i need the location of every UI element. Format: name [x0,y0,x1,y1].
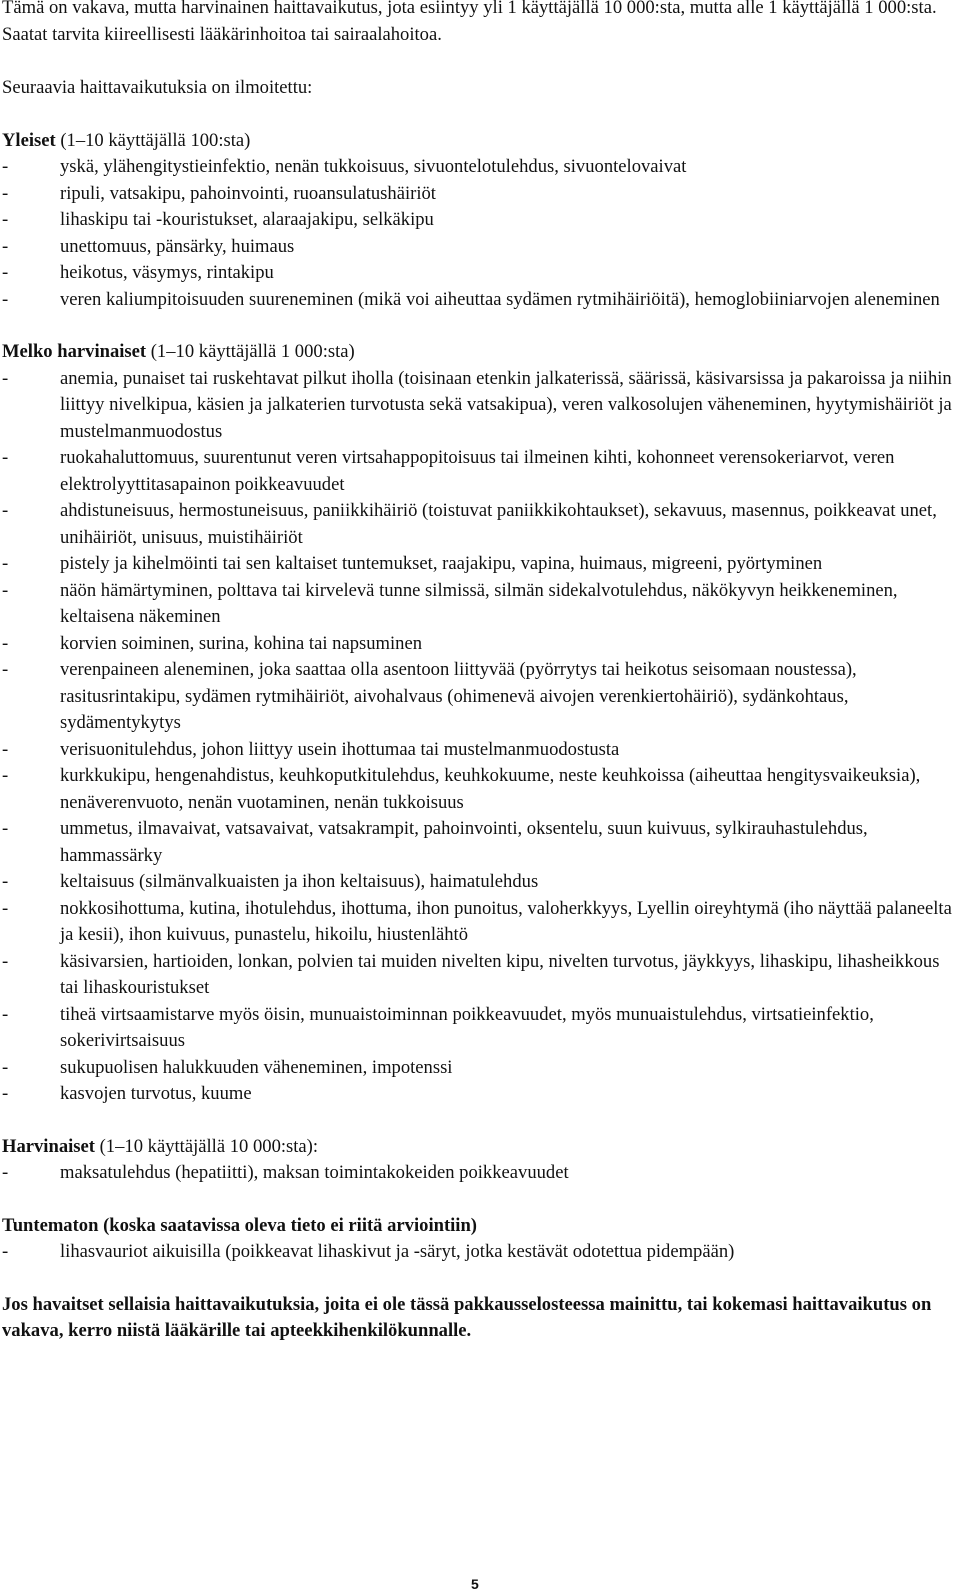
side-effect-text: lihasvauriot aikuisilla (poikkeavat lihaskivut ja -säryt, jotka kestävät odotettua pidempään) [60,1241,735,1262]
side-effect-text: kurkkukipu, hengenahdistus, keuhkoputkitulehdus, keuhkokuume, neste keuhkoissa (aiheuttaa hengitysvaikeuksia), nenäverenvuoto, nenän vuotaminen, nenän tukkoisuus [60,765,921,813]
side-effect-item [2,869,960,896]
list-dash: - [2,288,9,310]
side-effect-item [2,631,960,658]
side-effect-item [2,234,960,261]
side-effect-text: kasvojen turvotus, kuume [60,1083,252,1104]
list-dash: - [2,1162,9,1183]
section-heading-frequency: (1–10 käyttäjällä 100:sta) [55,129,251,151]
section-heading-bold: Yleiset [2,129,56,151]
section-heading-frequency: (1–10 käyttäjällä 10 000:sta): [94,1135,319,1157]
list-dash: - [2,262,9,283]
side-effect-text: sukupuolisen halukkuuden väheneminen, impotenssi [60,1056,453,1078]
side-effect-item [2,657,960,737]
side-effect-item [2,498,960,551]
section-heading-bold: Melko harvinaiset [2,341,147,362]
section-heading [2,1213,960,1240]
side-effect-text: keltaisuus (silmänvalkuaisten ja ihon keltaisuus), haimatulehdus [60,871,539,892]
list-dash: - [2,818,9,839]
side-effect-text: ripuli, vatsakipu, pahoinvointi, ruoansulatushäiriöt [60,182,436,204]
side-effect-text: lihaskipu tai -kouristukset, alaraajakipu, selkäkipu [60,209,434,230]
list-dash: - [2,871,9,892]
side-effect-text: ummetus, ilmavaivat, vatsavaivat, vatsakrampit, pahoinvointi, oksentelu, suun kuivuus, sylkirauhastulehdus, hammassärky [60,818,868,866]
side-effect-item [2,578,960,631]
side-effect-item [2,816,960,869]
list-dash: - [2,447,9,468]
side-effect-text: heikotus, väsymys, rintakipu [60,262,274,283]
frequency-section [2,1213,960,1266]
section-heading [2,1134,960,1161]
list-dash: - [2,500,9,521]
frequency-section [2,1134,960,1187]
section-heading-bold: Tuntematon (koska saatavissa oleva tieto ei riitä arviointiin) [2,1214,478,1236]
side-effect-text: näön hämärtyminen, polttava tai kirvelevä tunne silmissä, silmän sidekalvotulehdus, näkökyvyn heikkeneminen, keltaisena näkeminen [60,579,898,627]
side-effect-text: maksatulehdus (hepatiitti), maksan toimintakokeiden poikkeavuudet [60,1162,569,1183]
side-effect-item [2,154,960,181]
side-effect-text: tiheä virtsaamistarve myös öisin, munuaistoiminnan poikkeavuudet, myös munuaistulehdus, virtsatieinfektio, sokerivirtsaisuus [60,1003,874,1051]
side-effect-item [2,1160,960,1187]
list-dash: - [2,738,9,760]
side-effect-list [2,1160,960,1187]
side-effect-text: veren kaliumpitoisuuden suureneminen (mikä voi aiheuttaa sydämen rytmihäiriöitä), hemoglobiiniarvojen aleneminen [60,288,940,310]
list-dash: - [2,156,9,177]
section-heading [2,339,960,366]
section-heading [2,128,960,155]
side-effect-item [2,949,960,1002]
side-effect-item [2,260,960,287]
list-dash: - [2,553,9,574]
frequency-sections [2,128,960,1266]
side-effect-item [2,896,960,949]
section-heading-bold: Harvinaiset [2,1135,95,1157]
section-heading-frequency: (1–10 käyttäjällä 1 000:sta) [146,341,355,362]
side-effect-list [2,1239,960,1266]
side-effect-item [2,1239,960,1266]
list-dash: - [2,182,9,204]
list-dash: - [2,1241,9,1262]
side-effect-item [2,1081,960,1108]
side-effect-text: korvien soiminen, surina, kohina tai napsuminen [60,632,422,654]
side-effect-text: pistely ja kihelmöinti tai sen kaltaiset tuntemukset, raajakipu, vapina, huimaus, migreeni, pyörtyminen [60,553,823,574]
side-effect-item [2,737,960,764]
list-dash: - [2,659,9,680]
list-dash: - [2,367,9,389]
side-effect-item [2,366,960,446]
frequency-section [2,128,960,314]
side-effect-item [2,763,960,816]
closing-notice: Jos havaitset sellaisia haittavaikutuksia, joita ei ole tässä pakkausselosteessa mainittu, tai kokemasi haittavaikutus on vakava, kerro niistä lääkärille tai apteekkihenkilökunnalle. [2,1293,932,1341]
side-effect-item [2,181,960,208]
side-effect-list [2,154,960,313]
list-dash: - [2,209,9,230]
list-dash: - [2,235,9,257]
side-effect-text: verisuonitulehdus, johon liittyy usein ihottumaa tai mustelmanmuodostusta [60,738,620,760]
side-effect-list [2,366,960,1108]
intro-paragraph: Tämä on vakava, mutta harvinainen haittavaikutus, jota esiintyy yli 1 käyttäjällä 10 000:sta, mutta alle 1 käyttäjällä 1 000:sta. Saatat tarvita kiireellisesti lääkärinhoitoa tai sairaalahoitoa. [2,0,937,45]
side-effect-text: nokkosihottuma, kutina, ihotulehdus, ihottuma, ihon punoitus, valoherkkyys, Lyellin oireyhtymä (iho näyttää palaneelta ja kesii), ihon kuivuus, punastelu, hikoilu, hiustenlähtö [60,897,952,945]
side-effect-text: ahdistuneisuus, hermostuneisuus, paniikkihäiriö (toistuvat paniikkikohtaukset), sekavuus, masennus, poikkeavat unet, unihäiriöt, unisuus, muistihäiriöt [60,500,937,548]
list-dash: - [2,950,9,972]
list-dash: - [2,1003,9,1025]
side-effects-lead: Seuraavia haittavaikutuksia on ilmoitettu: [2,77,313,98]
list-dash: - [2,579,9,601]
list-dash: - [2,1083,9,1104]
side-effect-text: unettomuus, pänsärky, huimaus [60,235,295,257]
list-dash: - [2,632,9,654]
side-effect-item [2,1002,960,1055]
side-effect-text: yskä, ylähengitystieinfektio, nenän tukkoisuus, sivuontelotulehdus, sivuontelovaivat [60,156,687,177]
side-effect-item [2,445,960,498]
side-effect-text: käsivarsien, hartioiden, lonkan, polvien tai muiden nivelten kipu, nivelten turvotus, jäykkyys, lihaskipu, lihasheikkous tai lihaskouristukset [60,950,940,998]
list-dash: - [2,897,9,919]
side-effect-text: ruokahaluttomuus, suurentunut veren virtsahappopitoisuus tai ilmeinen kihti, kohonneet verensokeriarvot, veren elektrolyyttitasapainon poikkeavuudet [60,447,895,495]
page-number: 5 [471,1576,479,1592]
side-effect-item [2,207,960,234]
list-dash: - [2,1056,9,1078]
list-dash: - [2,765,9,786]
side-effect-text: verenpaineen aleneminen, joka saattaa olla asentoon liittyvää (pyörrytys tai heikotus seisomaan noustessa), rasitusrintakipu, sydämen rytmihäiriöt, aivohalvaus (ohimenevä aivojen verenkiertohäiriö), sydänkohtaus, sydämentykytys [60,659,857,733]
side-effect-text: anemia, punaiset tai ruskehtavat pilkut iholla (toisinaan etenkin jalkaterissä, säärissä, käsivarsissa ja pakaroissa ja niihin liittyy nivelkipua, käsien ja jalkaterien turvotusta sekä vatsakipua), veren valkosolujen väheneminen, hyytymishäiriöt ja mustelmanmuodostus [60,367,952,442]
side-effect-item [2,287,960,314]
frequency-section [2,339,960,1108]
side-effect-item [2,1055,960,1082]
side-effect-item [2,551,960,578]
